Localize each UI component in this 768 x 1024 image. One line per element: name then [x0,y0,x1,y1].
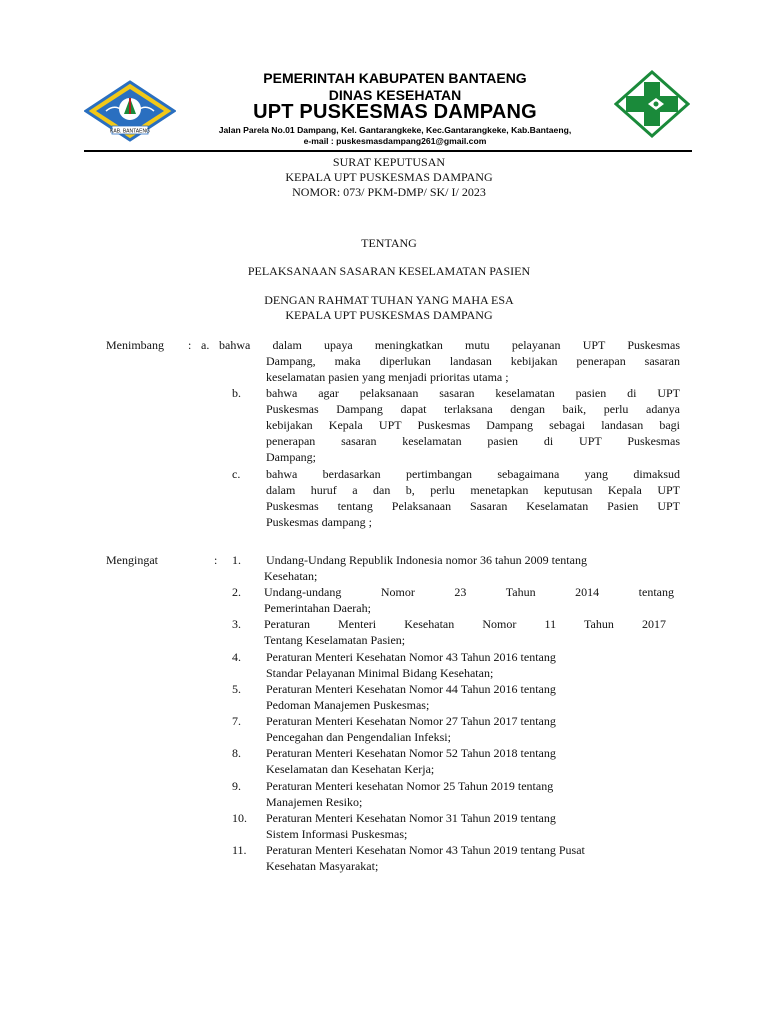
mengingat-marker: 7. [232,714,241,728]
menimbang-a-line: bahwa dalam upaya meningkatkan mutu pelayanan UPT Puskesmas [219,338,680,352]
mengingat-marker: 8. [232,746,241,760]
mengingat-item-line1: Peraturan Menteri Kesehatan Nomor 31 Tahun 2019 tentang [266,811,556,825]
mengingat-colon: : [214,553,218,567]
menimbang-b-line: Dampang; [266,450,316,464]
menimbang-a-line: Dampang, maka diperlukan landasan kebijakan penerapan sasaran [266,354,680,368]
header-department: DINAS KESEHATAN [328,87,462,103]
mengingat-item-line2: Sistem Informasi Puskesmas; [266,827,408,841]
menimbang-c-line: Puskesmas tentang Pelaksanaan Sasaran Keselamatan Pasien UPT [266,499,680,513]
bantaeng-crest-logo [84,80,176,142]
mengingat-item-line1: Undang-Undang Republik Indonesia nomor 36 tahun 2009 tentang [266,553,587,567]
mengingat-marker: 9. [232,779,241,793]
menimbang-c-line: dalam huruf a dan b, perlu menetapkan keputusan Kepala UPT [266,483,680,497]
mengingat-item-line2: Tentang Keselamatan Pasien; [264,633,406,647]
mengingat-item-line1: Peraturan Menteri Kesehatan Nomor 43 Tahun 2016 tentang [266,650,556,664]
mengingat-item-line2: Kesehatan; [264,569,318,583]
mengingat-item-line2: Manajemen Resiko; [266,795,363,809]
mengingat-item-line2: Keselamatan dan Kesehatan Kerja; [266,762,435,776]
mengingat-item-line1: Peraturan Menteri Kesehatan Nomor 27 Tahun 2017 tentang [266,714,556,728]
menimbang-marker-c: c. [232,467,241,481]
menimbang-b-line: Puskesmas Dampang dapat terlaksana dengan baik, perlu adanya [266,402,680,416]
mengingat-marker: 11. [232,843,247,857]
menimbang-b-line: bahwa agar pelaksanaan sasaran keselamatan pasien di UPT [266,386,680,400]
header-email: e-mail : puskesmasdampang261@gmail.com [303,136,487,146]
mengingat-item-line1: Peraturan Menteri Kesehatan Nomor 11 Tahun 2017 [264,617,666,631]
tentang-heading: TENTANG [361,236,417,250]
decree-subject: PELAKSANAAN SASARAN KESELAMATAN PASIEN [247,264,531,278]
decree-title: SURAT KEPUTUSAN [332,155,446,169]
mengingat-item-line1: Undang-undang Nomor 23 Tahun 2014 tentang [264,585,674,599]
decree-issuer: KEPALA UPT PUSKESMAS DAMPANG [285,170,493,184]
menimbang-b-line: kebijakan Kepala UPT Puskesmas Dampang sebagai landasan bagi [266,418,680,432]
mengingat-item-line1: Peraturan Menteri Kesehatan Nomor 52 Tahun 2018 tentang [266,746,556,760]
mengingat-marker: 2. [232,585,241,599]
mengingat-label: Mengingat [106,553,158,567]
menimbang-a-line: keselamatan pasien yang menjadi prioritas utama ; [266,370,509,384]
rahmat-line: DENGAN RAHMAT TUHAN YANG MAHA ESA [264,293,514,307]
decree-number: NOMOR: 073/ PKM-DMP/ SK/ I/ 2023 [292,185,486,199]
menimbang-marker-a: a. [201,338,210,352]
mengingat-item-line2: Kesehatan Masyarakat; [266,859,379,873]
mengingat-marker: 10. [232,811,247,825]
mengingat-item-line2: Standar Pelayanan Minimal Bidang Kesehatan; [266,666,494,680]
mengingat-item-line2: Pencegahan dan Pengendalian Infeksi; [266,730,451,744]
mengingat-marker: 3. [232,617,241,631]
svg-text:KAB. BANTAENG: KAB. BANTAENG [110,128,150,135]
header-institution: UPT PUSKESMAS DAMPANG [253,101,537,123]
menimbang-c-line: Puskesmas dampang ; [266,515,372,529]
mengingat-marker: 4. [232,650,241,664]
mengingat-item-line1: Peraturan Menteri Kesehatan Nomor 44 Tahun 2016 tentang [266,682,556,696]
mengingat-item-line2: Pedoman Manajemen Puskesmas; [266,698,430,712]
menimbang-b-line: penerapan sasaran keselamatan pasien di UPT Puskesmas [266,434,680,448]
menimbang-c-line: bahwa berdasarkan pertimbangan sebagaimana yang dimaksud [266,467,680,481]
menimbang-label: Menimbang [106,338,164,352]
header-government: PEMERINTAH KABUPATEN BANTAENG [263,70,527,86]
menimbang-colon: : [188,338,192,352]
header-address: Jalan Parela No.01 Dampang, Kel. Gantarangkeke, Kec.Gantarangkeke, Kab.Bantaeng, [218,125,572,135]
mengingat-item-line1: Peraturan Menteri Kesehatan Nomor 43 Tahun 2019 tentang Pusat [266,843,585,857]
mengingat-item-line2: Pemerintahan Daerah; [264,601,371,615]
mengingat-marker: 1. [232,553,241,567]
header-divider [84,150,692,152]
kepala-line: KEPALA UPT PUSKESMAS DAMPANG [285,308,493,322]
mengingat-marker: 5. [232,682,241,696]
mengingat-item-line1: Peraturan Menteri kesehatan Nomor 25 Tahun 2019 tentang [266,779,554,793]
menimbang-marker-b: b. [232,386,241,400]
puskesmas-cross-logo [614,70,690,138]
